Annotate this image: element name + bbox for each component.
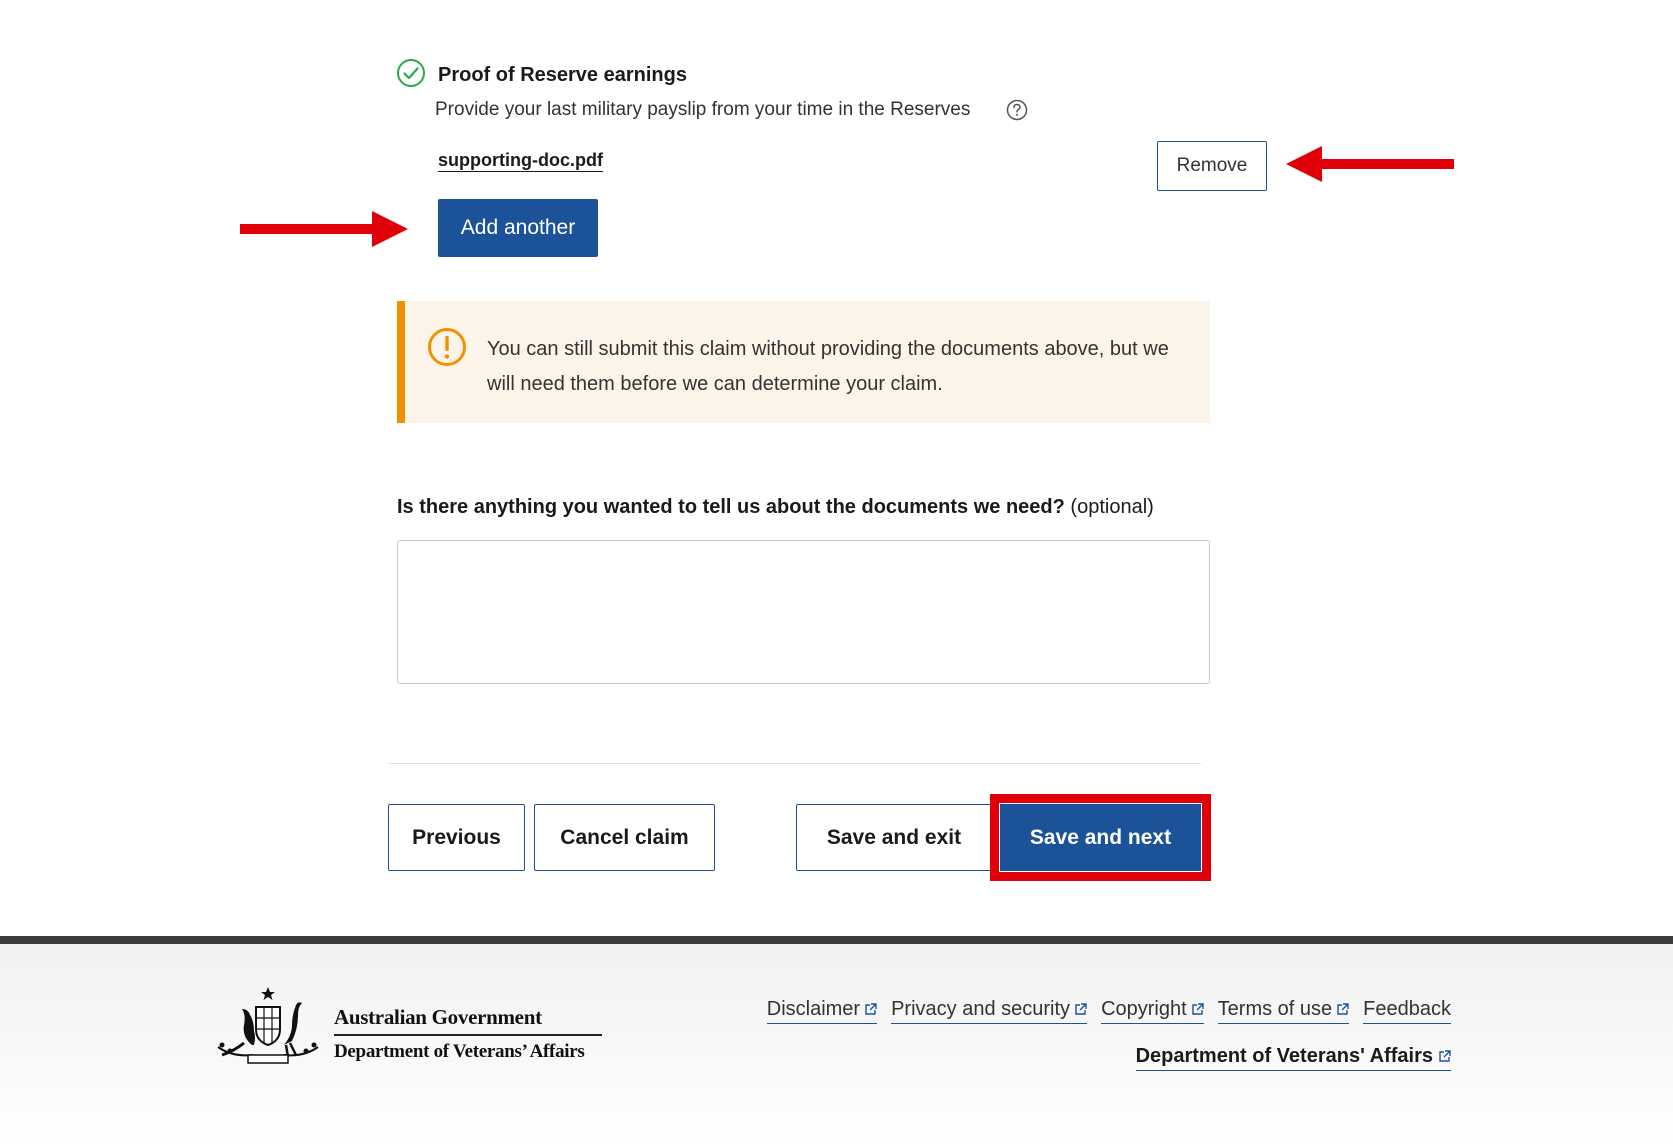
footer-link-label: Feedback [1363,998,1451,1020]
external-link-icon [1438,1050,1451,1063]
footer-link-label: Disclaimer [766,998,861,1020]
comments-label [397,496,1154,519]
external-link-icon [1074,1003,1087,1016]
help-circle-icon[interactable] [1006,99,1028,121]
cancel-claim-button[interactable]: Cancel claim [534,804,715,871]
dept-name: Department of Veterans’ Affairs [334,1041,585,1062]
save-and-next-button[interactable]: Save and next [1000,804,1201,871]
footer-link-label: Terms of use [1217,998,1333,1020]
dva-link-label: Department of Veterans' Affairs [1135,1045,1433,1067]
comments-textarea[interactable] [397,540,1210,684]
remove-file-button[interactable]: Remove [1157,141,1267,191]
gov-name: Australian Government [334,1005,542,1029]
add-another-button[interactable]: Add another [438,199,598,257]
footer-link-copyright[interactable] [1101,998,1204,1024]
external-link-icon [864,1003,877,1016]
external-link-icon [1336,1003,1349,1016]
previous-button[interactable]: Previous [388,804,525,871]
document-title: Proof of Reserve earnings [438,64,687,86]
external-link-icon [1191,1003,1204,1016]
comments-question: Is there anything you wanted to tell us about the documents we need? [397,496,1065,518]
document-description: Provide your last military payslip from your time in the Reserves [435,99,971,120]
footer-link-terms[interactable] [1218,998,1349,1024]
divider [388,763,1201,764]
footer-link-label: Copyright [1101,998,1187,1020]
annotation-arrow-right [240,211,408,247]
footer-top-bar [0,936,1673,944]
gov-logo-rule [334,1034,602,1036]
footer-link-privacy[interactable] [891,998,1087,1024]
warning-callout-text: You can still submit this claim without providing the documents above, but we will need them before we can determine your claim. [487,338,1169,395]
footer-link-label: Privacy and security [891,998,1071,1020]
save-and-exit-button[interactable]: Save and exit [796,804,992,871]
warning-circle-icon [427,327,467,367]
annotation-arrow-left [1286,146,1454,182]
footer-link-dva[interactable] [1136,1045,1451,1071]
footer-link-feedback[interactable] [1363,998,1451,1024]
footer-links [767,998,1451,1024]
footer-link-disclaimer[interactable] [767,998,877,1024]
comments-optional-hint: (optional) [1070,496,1154,518]
coat-of-arms-icon [212,985,324,1067]
check-circle-icon [396,58,426,88]
uploaded-file-link[interactable]: supporting-doc.pdf [438,150,603,170]
